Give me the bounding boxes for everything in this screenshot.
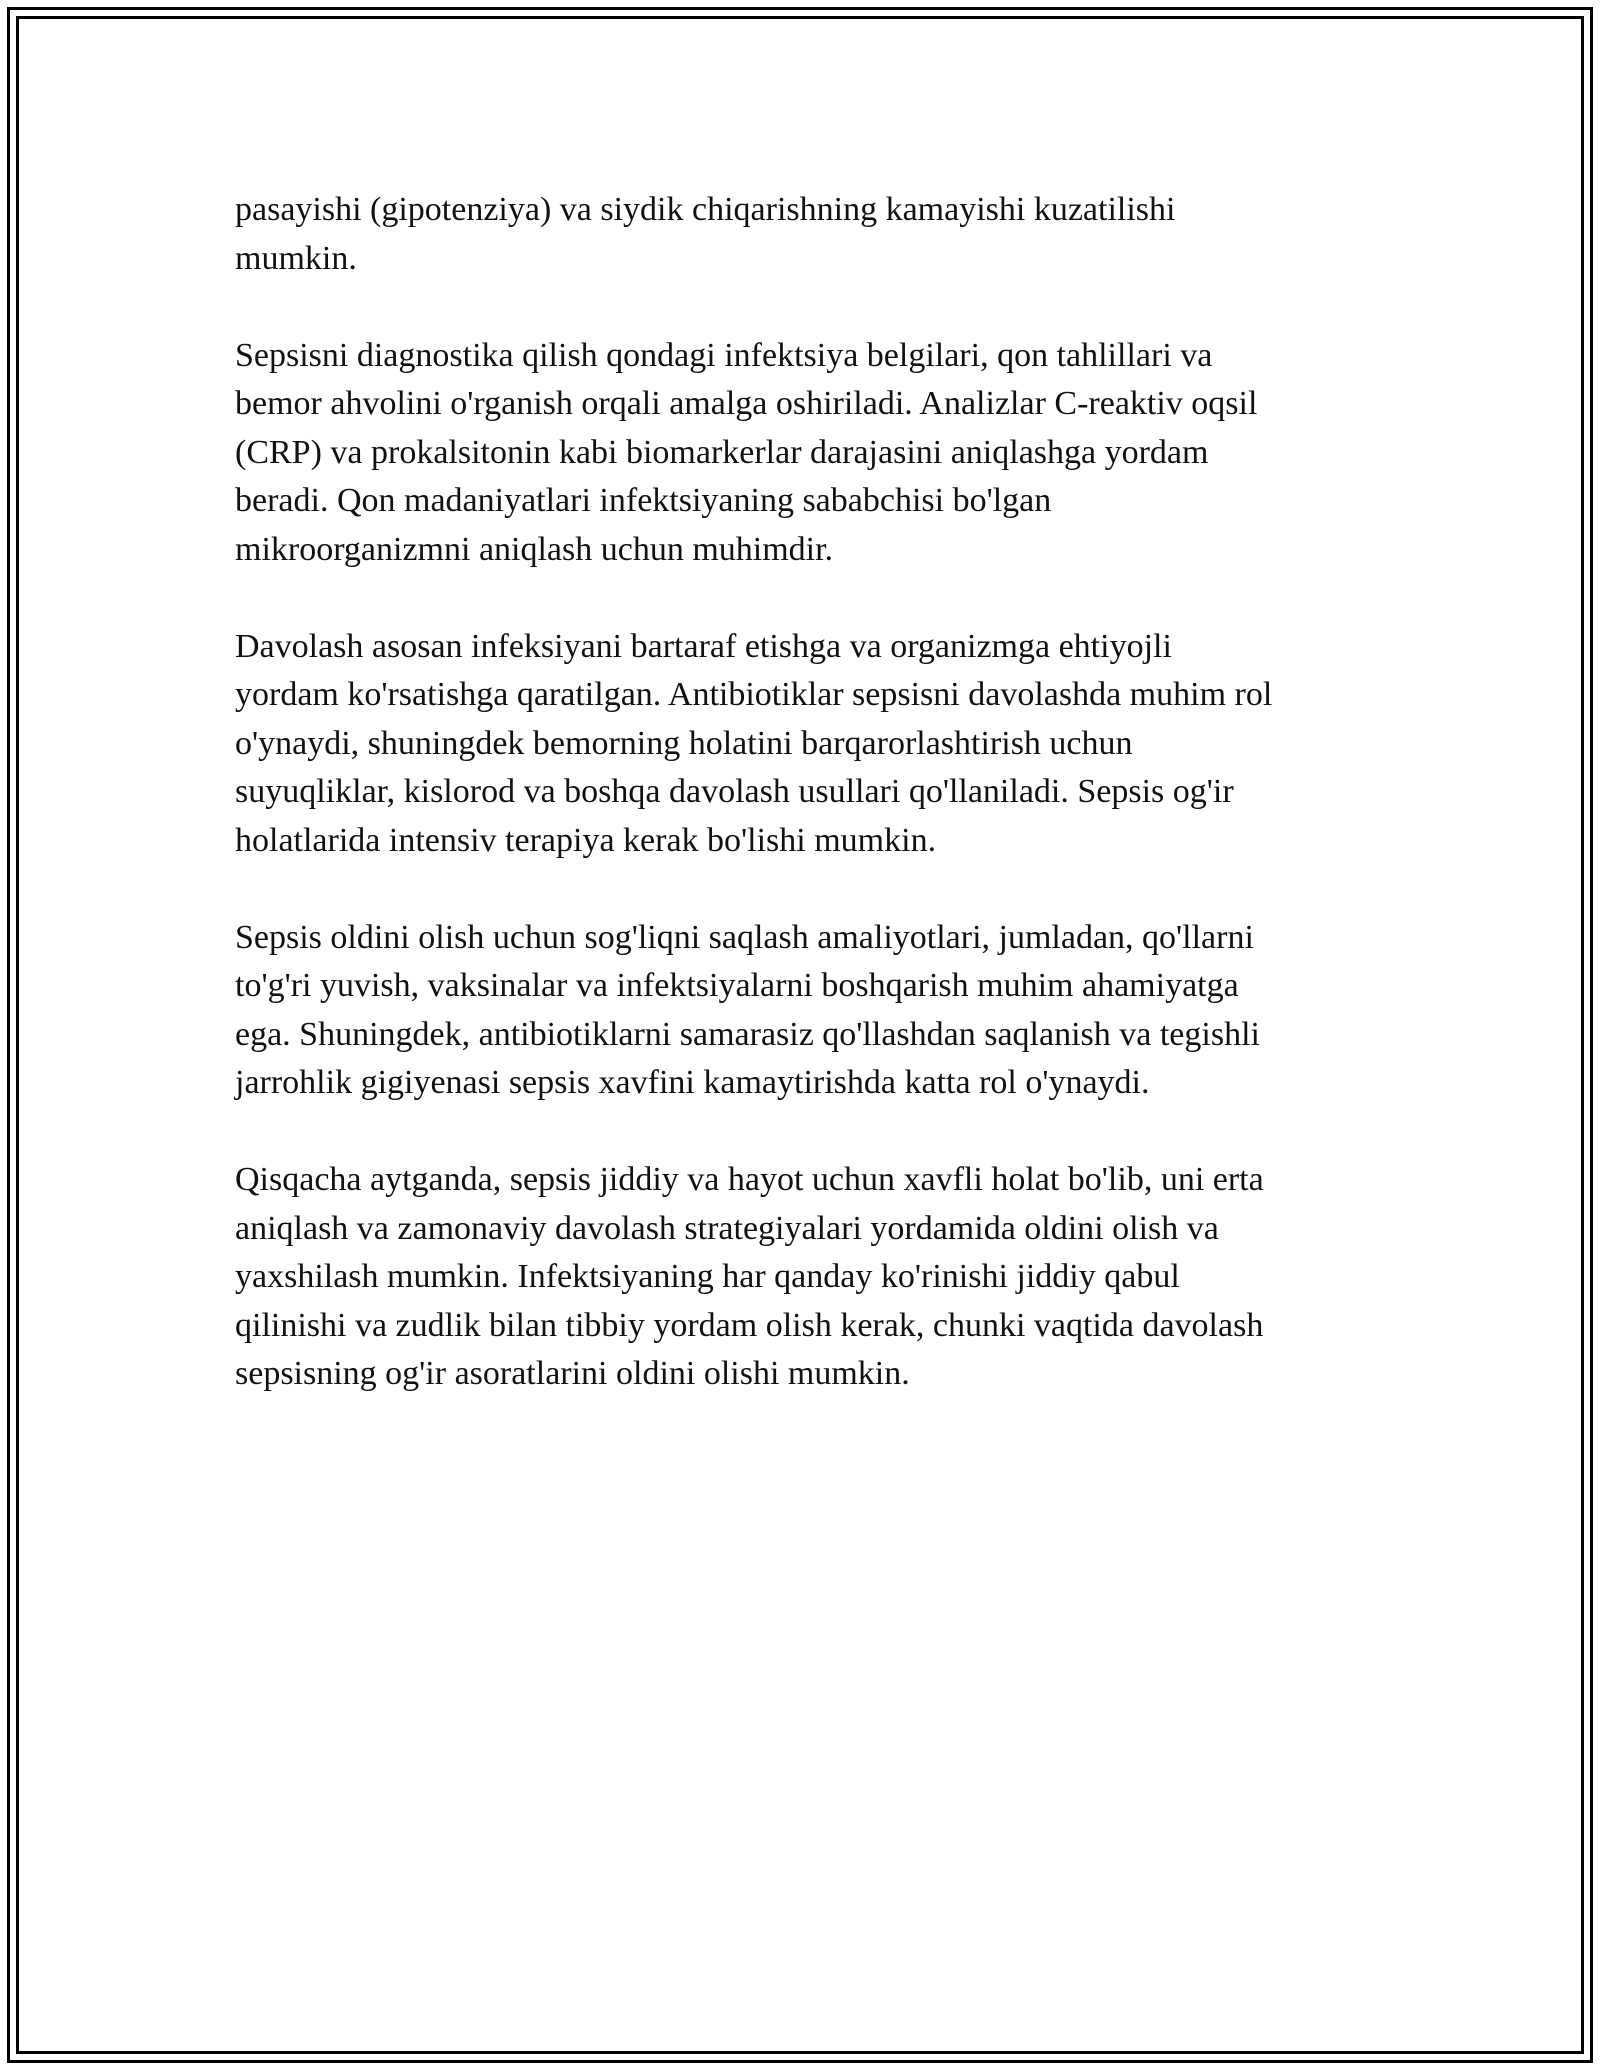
- paragraph-treatment: Davolash asosan infeksiyani bartaraf etishga va organizmga ehtiyojli yordam ko'rsatishga qaratilgan. Antibiotiklar sepsisni davolashda muhim rol o'ynaydi, shuningdek bemorning holatini barqarorlashtirish uchun suyuqliklar, kislorod va boshqa davolash usullari qo'llaniladi. Sepsis og'ir holatlarida intensiv terapiya kerak bo'lishi mumkin.: [235, 627, 1273, 859]
- document-body: [235, 186, 1365, 1447]
- paragraph-summary: Qisqacha aytganda, sepsis jiddiy va hayot uchun xavfli holat bo'lib, uni erta aniqlash va zamonaviy davolash strategiyalari yordamida oldini olish va yaxshilash mumkin. Infektsiyaning har qanday ko'rinishi jiddiy qabul qilinishi va zudlik bilan tibbiy yordam olish kerak, chunki vaqtida davolash sepsisning og'ir asoratlarini oldini olishi mumkin.: [235, 1161, 1264, 1392]
- paragraph-diagnosis: Sepsisni diagnostika qilish qondagi infektsiya belgilari, qon tahlillari va bemor ahvolini o'rganish orqali amalga oshiriladi. Analizlar C-reaktiv oqsil (CRP) va prokalsitonin kabi biomarkerlar darajasini aniqlashga yordam beradi. Qon madaniyatlari infektsiyaning sababchisi bo'lgan mikroorganizmni aniqlash uchun muhimdir.: [235, 336, 1258, 568]
- paragraph-continuation: pasayishi (gipotenziya) va siydik chiqarishning kamayishi kuzatilishi mumkin.: [235, 191, 1176, 277]
- paragraph-prevention: Sepsis oldini olish uchun sog'liqni saqlash amaliyotlari, jumladan, qo'llarni to'g'ri yuvish, vaksinalar va infektsiyalarni boshqarish muhim ahamiyatga ega. Shuningdek, antibiotiklarni samarasiz qo'llashdan saqlanish va tegishli jarrohlik gigiyenasi sepsis xavfini kamaytirishda katta rol o'ynaydi.: [235, 918, 1260, 1101]
